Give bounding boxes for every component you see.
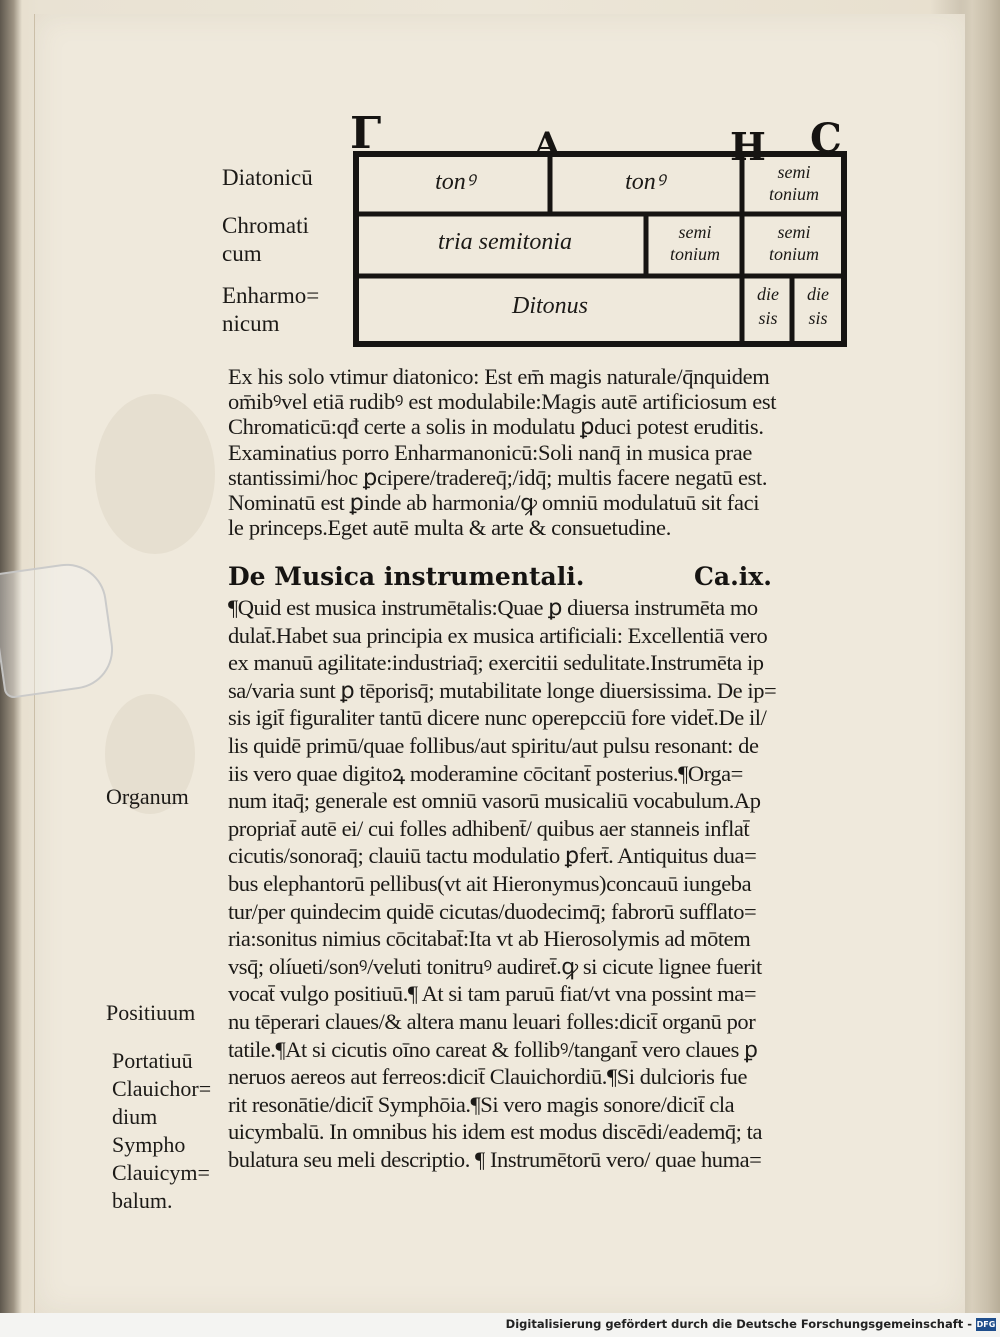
text-line: tatile.¶At si cicutis oīno careat & follibꝰ/tangant̄ vero claues ꝑ [228,1036,758,1062]
text-line: vsq̄; olíueti/sonꝰ/veluti tonitruꝰ audiret̄.ꝙ si cicute lignee fuerit [228,953,762,979]
cell-diesis-2b: sis [808,308,828,328]
cell-semitonium-r2d: tonium [768,244,819,264]
cell-semitonium-r2a: semi [678,222,712,242]
cell-semitonium-r1a: semi [777,162,811,182]
text-line: Ex his solo vtimur diatonico: Est em̄ magis naturale/q̄nquidem [228,364,770,389]
cell-semitonium-r2c: semi [777,222,811,242]
genus-table [350,104,850,352]
header-letter-a: A [534,125,561,165]
margin-note-clauichordium-2: dium [112,1104,158,1129]
cell-tonus-1: tonꝰ [435,169,475,195]
text-line: om̄ibꝰvel etiā rudibꝰ est modulabile:Magis autē artificiosum est [228,389,777,415]
margin-note-positiuum: Positiuum [106,1000,196,1025]
cell-semitonium-r2b: tonium [669,244,720,264]
cell-tria-semitonia: tria semitonia [437,229,572,255]
cell-diesis-1b: sis [758,308,778,328]
text-line: cicutis/sonoraq̄; clauiū tactu modulatio ꝑfert̄. Antiquitus dua= [228,843,757,869]
margin-note-clauicymbalum-2: balum. [112,1188,173,1213]
right-page-edges [960,0,1000,1313]
text-line: le princeps.Eget autē multa & arte & consuetudine. [228,515,671,541]
cell-diesis-2a: die [807,284,829,304]
text-line: dulat̄.Habet sua principia ex musica artificiali: Excellentiā vero [228,622,768,648]
text-line: Examinatius porro Enharmanonicū:Soli nanq̄ in musica prae [228,439,753,465]
margin-note-portatiuum: Portatiuū [112,1048,193,1073]
cell-ditonus: Ditonus [511,293,588,319]
header-letter-gamma: Γ [350,108,382,159]
text-line: num itaq̄; generale est omniū vasorū musicaliū vocabulum.Ap [228,788,761,814]
text-line: Chromaticū:qđ certe a solis in modulatu ꝑduci potest eruditis. [228,414,764,440]
margin-note-clauichordium-1: Clauichor= [112,1076,212,1101]
text-line: sa/varia sunt ꝑ tēporisq̄; mutabilitate longe diuersissima. De ip= [228,677,777,703]
cell-semitonium-r1b: tonium [768,184,819,204]
text-line: uicymbalū. In omnibus his idem est modus discēdi/eademq̄; ta [228,1119,762,1145]
text-line: nu tēperari claues/& altera manu leuari folles:dicit̄ organū por [228,1008,756,1034]
margin-note-organum: Organum [106,784,189,809]
chapter-title: De Musica instrumentali. [228,562,585,591]
paragraph-2 [228,594,872,1173]
cell-diesis-1a: die [757,284,779,304]
text-line: ria:sonitus nimius cōcitabat̄:Ita vt ab Hierosolymis ad mōtem [228,926,751,952]
label-diatonicum: Diatonicū [222,165,313,190]
text-line: lis quidē primū/quae follibus/aut spiritu/aut pulsu resonant: de [228,732,759,758]
text-line: tur/per quindecim quidē cicutas/duodecimq̄; fabrorū sufflato= [228,898,757,924]
paragraph-1 [228,364,868,540]
margin-note-clauicymbalum-1: Clauicym= [112,1160,210,1185]
text-line: vocat̄ vulgo positiuū.¶ At si tam paruū fiat/vt vna possint ma= [228,981,757,1007]
margin-note-sympho: Sympho [112,1132,186,1157]
text-line: ¶Quid est musica instrumētalis:Quae ꝑ diuersa instrumēta mo [228,595,758,620]
footer-bar [0,1313,1000,1337]
text-line: bulatura seu meli descriptio. ¶ Instrumētorū vero/ quae huma= [228,1146,762,1172]
label-enharmonicum-1: Enharmo= [222,283,320,308]
dfg-logo: DFG [976,1320,996,1329]
text-line: iis vero quae digitoꝝ moderamine cōcitant̄ posterius.¶Orga= [228,760,743,786]
text-line: neruos aereos aut ferreos:dicit̄ Clauichordiū.¶Si dulcioris fue [228,1064,748,1090]
text-line: ex manuū agilitate:industriaq̄; exercitii sedulitate.Instrumēta ip [228,650,764,676]
text-line: propriat̄ autē ei/ cui folles adhibent̄/ quibus aer stanneis inflat̄ [228,815,750,841]
label-enharmonicum-2: nicum [222,311,280,336]
text-line: sis igit̄ figuraliter tantū dicere nunc operepcciū fore videt̄.De il/ [228,705,767,731]
header-letter-c: C [810,115,842,162]
header-letter-h: H [730,124,766,169]
funding-notice: Digitalisierung gefördert durch die Deutsche Forschungsgemeinschaft - [505,1317,972,1331]
cell-tonus-2: tonꝰ [625,169,665,195]
label-chromaticum-2: cum [222,241,262,266]
text-line: bus elephantorū pellibus(vt ait Hieronymus)concauū iungeba [228,870,752,896]
text-line: stantissimi/hoc ꝑcipere/tradereq̄;/idq̄; multis facere negatū est. [228,464,768,490]
label-chromaticum-1: Chromati [222,213,309,238]
text-line: rit resonātie/dicit̄ Symphōia.¶Si vero magis sonore/dicit̄ cla [228,1091,735,1117]
paper-stain [95,394,215,554]
chapter-number: Ca.ix. [694,562,772,591]
chapter-heading [228,562,868,596]
text-line: Nominatū est ꝑinde ab harmonia/ꝙ omniū modulatuū sit faci [228,490,760,516]
